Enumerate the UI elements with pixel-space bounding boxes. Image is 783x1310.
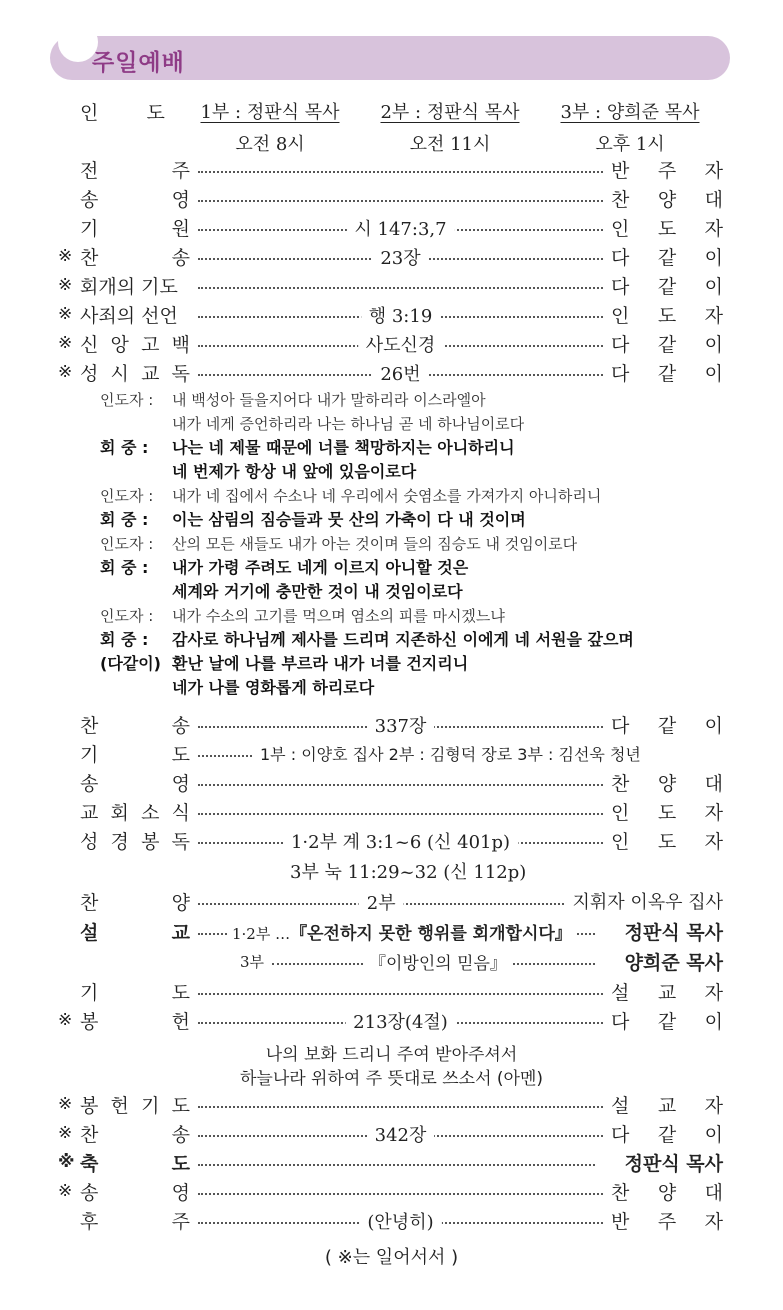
order-row-anthem: 찬 양 2부 지휘자 이옥우 집사 [58, 887, 723, 915]
responsive-line: 회 중 : 내가 가령 주려도 네게 이르지 아니할 것은 [100, 558, 469, 577]
responsive-line: (다같이) 환난 날에 나를 부르라 내가 너를 건지리니 [100, 654, 469, 673]
order-row: ※ 성 시 교 독 26번 다 같 이 [58, 358, 723, 386]
order-row-offer-prayer: ※ 봉 헌 기 도 설 교 자 [58, 1090, 723, 1118]
responsive-line: 인도자 : 내가 수소의 고기를 먹으며 염소의 피를 마시겠느냐 [100, 607, 505, 625]
order-row: 전 주 반 주 자 [58, 155, 723, 183]
page-title: 주일예배 [92, 50, 185, 76]
order-row-benediction: ※ 축 도 정판식 목사 [58, 1148, 723, 1176]
offering-line-2: 하늘나라 위하여 주 뜻대로 쓰소서 (아멘) [239, 1069, 544, 1089]
responsive-line: 인도자 : 내 백성아 들을지어다 내가 말하리라 이스라엘아 [100, 391, 486, 409]
service-3: 3부 : 양희준 목사 오후 1시 [560, 102, 700, 155]
responsive-line: 네 번제가 항상 내 앞에 있음이로다 [172, 462, 417, 481]
responsive-line: 회 중 : 나는 네 제물 때문에 너를 책망하지는 아니하리니 [100, 438, 515, 457]
order-row: ※ 찬 송 23장 다 같 이 [58, 242, 723, 270]
order-row-prayer: 기 도 1부 : 이양호 집사 2부 : 김형덕 장로 3부 : 김선욱 청년 [58, 739, 723, 767]
order-row-postlude: 후 주 (안녕히) 반 주 자 [58, 1206, 723, 1234]
presider-label: 인 도 [80, 102, 165, 124]
order-row-prayer2: 기 도 설 교 자 [58, 977, 723, 1005]
reading-3rd-service: 3부 눅 11:29~32 (신 112p) [290, 862, 527, 883]
service-2: 2부 : 정판식 목사 오전 11시 [380, 102, 520, 155]
order-row-hymn1: 찬 송 337장 다 같 이 [58, 710, 723, 738]
order-row: ※ 회개의 기도 다 같 이 [58, 271, 723, 299]
order-row-news: 교 회 소 식 인 도 자 [58, 797, 723, 825]
order-row-praise: 송 영 찬 양 대 [58, 768, 723, 796]
order-row-sermon-2: 3부 양희준 목사 [240, 947, 723, 975]
offering-line-1: 나의 보화 드리니 주여 받아주셔서 [265, 1045, 518, 1065]
responsive-line: 회 중 : 감사로 하나님께 제사를 드리며 지존하신 이에게 네 서원을 갚으며 [100, 630, 634, 649]
order-row: 기 원 시 147:3,7 인 도 자 [58, 213, 723, 241]
responsive-line: 네가 나를 영화롭게 하리로다 [172, 678, 375, 697]
order-row-doxology: ※ 송 영 찬 양 대 [58, 1177, 723, 1205]
service-1: 1부 : 정판식 목사 오전 8시 [200, 102, 340, 155]
order-row-hymn2: ※ 찬 송 342장 다 같 이 [58, 1119, 723, 1147]
footer-note: ( ※는 일어서서 ) [324, 1247, 459, 1268]
order-row: 송 영 찬 양 대 [58, 184, 723, 212]
order-row: ※ 사죄의 선언 행 3:19 인 도 자 [58, 300, 723, 328]
responsive-line: 내가 네게 증언하리라 나는 하나님 곧 네 하나님이로다 [172, 415, 525, 433]
sermon-title-1: 1·2부 …『온전하지 못한 행위를 회개합시다』 [228, 919, 576, 944]
responsive-line: 인도자 : 산의 모든 새들도 내가 아는 것이며 들의 짐승도 내 것임이로다 [100, 535, 578, 553]
responsive-line: 세계와 거기에 충만한 것이 내 것임이로다 [172, 582, 463, 601]
order-row-offering: ※ 봉 헌 213장(4절) 다 같 이 [58, 1006, 723, 1034]
order-row: ※ 신 앙 고 백 사도신경 다 같 이 [58, 329, 723, 357]
order-row-sermon: 설 교 정판식 목사 [58, 917, 723, 945]
sermon-title-2: 『이방인의 믿음』 [365, 949, 511, 974]
responsive-line: 인도자 : 내가 네 집에서 수소나 네 우리에서 숫염소를 가져가지 아니하리니 [100, 487, 602, 505]
responsive-line: 회 중 : 이는 삼림의 짐승들과 뭇 산의 가축이 다 내 것이며 [100, 510, 526, 529]
order-row-reading: 성 경 봉 독 1·2부 계 3:1~6 (신 401p) 인 도 자 [58, 826, 723, 854]
